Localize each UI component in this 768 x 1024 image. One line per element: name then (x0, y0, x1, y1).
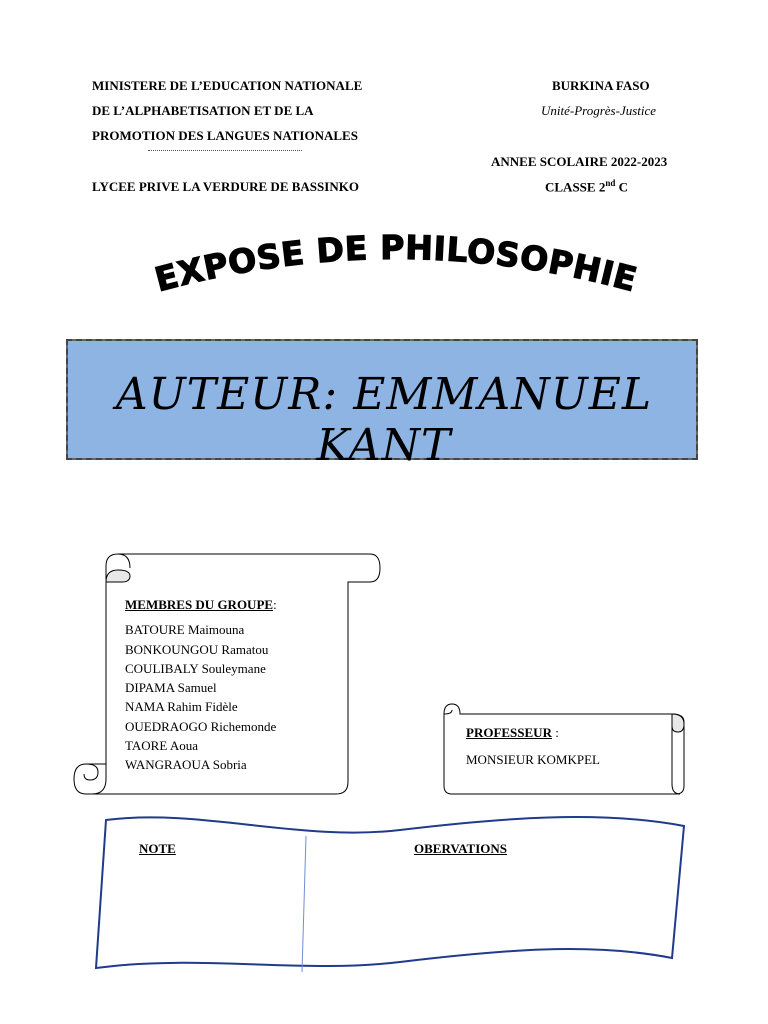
class-suffix: C (615, 179, 628, 195)
member-name: BATOURE Maimouna (125, 622, 245, 637)
professor-title (466, 725, 559, 741)
professor-name: MONSIEUR KOMKPEL (466, 752, 600, 767)
class-prefix: CLASSE 2 (545, 179, 606, 195)
title-wordart-text: EXPOSE DE PHILOSOPHIE (150, 228, 642, 300)
national-motto: Unité-Progrès-Justice (541, 103, 657, 118)
members-title (125, 597, 277, 613)
professor-title-colon: : (551, 725, 559, 740)
observations-label: OBERVATIONS (414, 841, 507, 856)
member-name: BONKOUNGOU Ramatou (125, 642, 269, 657)
member-name: COULIBALY Souleymane (125, 661, 266, 676)
member-name: OUEDRAOGO Richemonde (125, 719, 277, 734)
school-year: ANNEE SCOLAIRE 2022-2023 (491, 154, 668, 169)
evaluation-wave-box (96, 817, 684, 968)
author-banner-text: AUTEUR: EMMANUEL KANT (115, 369, 653, 471)
ministry-line-3: PROMOTION DES LANGUES NATIONALES (92, 128, 358, 143)
members-title-label: MEMBRES DU GROUPE (125, 597, 274, 612)
note-label: NOTE (139, 841, 176, 856)
ministry-line-1: MINISTERE DE L’EDUCATION NATIONALE (92, 78, 363, 93)
country-name: BURKINA FASO (552, 78, 650, 93)
professor-title-label: PROFESSEUR (466, 725, 552, 740)
member-name: DIPAMA Samuel (125, 680, 217, 695)
school-name: LYCEE PRIVE LA VERDURE DE BASSINKO (92, 179, 359, 194)
member-name: TAORE Aoua (125, 738, 198, 753)
ministry-line-2: DE L’ALPHABETISATION ET DE LA (92, 103, 314, 118)
class-superscript: nd (605, 178, 616, 188)
professor-scroll (444, 704, 684, 794)
member-name: NAMA Rahim Fidèle (125, 699, 238, 714)
members-title-colon: : (273, 597, 277, 612)
member-name: WANGRAOUA Sobria (125, 757, 247, 772)
